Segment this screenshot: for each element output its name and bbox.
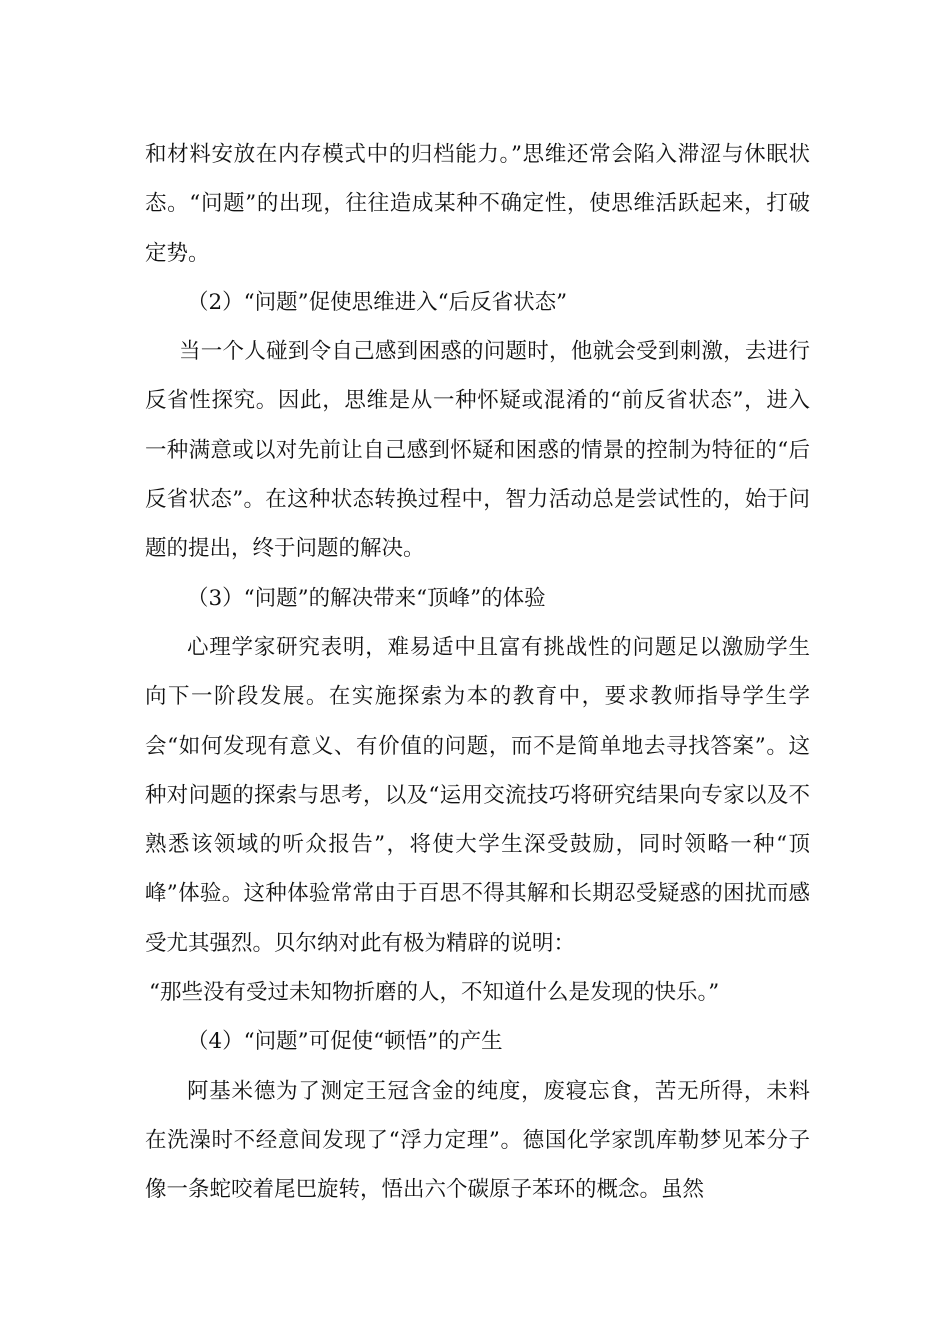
paragraph-continuation: 和材料安放在内存模式中的归档能力。”思维还常会陷入滞涩与休眠状态。“问题”的出现，往往造成某种不确定性，使思维活跃起来，打破定势。 [145, 142, 810, 266]
paragraph-reflective-state: 当一个人碰到令自己感到困惑的问题时，他就会受到刺激，去进行反省性探究。因此，思维是从一种怀疑或混淆的“前反省状态”，进入一种满意或以对先前让自己感到怀疑和困惑的情景的控制为特征的“后反省状态”。在这种状态转换过程中，智力活动总是尝试性的，始于问题的提出，终于问题的解决。 [145, 339, 810, 562]
paragraph-insight: 阿基米德为了测定王冠含金的纯度，废寝忘食，苦无所得，未料在洗澡时不经意间发现了“浮力定理”。德国化学家凯库勒梦见苯分子像一条蛇咬着尾巴旋转，悟出六个碳原子苯环的概念。虽然 [145, 1078, 810, 1203]
document-body [145, 130, 810, 1215]
section-heading-3: （3）“问题”的解决带来“顶峰”的体验 [187, 585, 546, 611]
section-heading-2: （2）“问题”促使思维进入“后反省状态” [187, 289, 568, 315]
paragraph-quotation: “那些没有受过未知物折磨的人，不知道什么是发现的快乐。” [149, 980, 720, 1006]
paragraph-peak-experience: 心理学家研究表明，难易适中且富有挑战性的问题足以激励学生向下一阶段发展。在实施探索为本的教育中，要求教师指导学生学会“如何发现有意义、有价值的问题，而不是简单地去寻找答案”。这种对问题的探索与思考，以及“运用交流技巧将研究结果向专家以及不熟悉该领域的听众报告”，将使大学生深受鼓励，同时领略一种“顶峰”体验。这种体验常常由于百思不得其解和长期忍受疑惑的困扰而感受尤其强烈。贝尔纳对此有极为精辟的说明： [145, 634, 810, 956]
section-heading-4: （4）“问题”可促使“顿悟”的产生 [187, 1029, 503, 1055]
